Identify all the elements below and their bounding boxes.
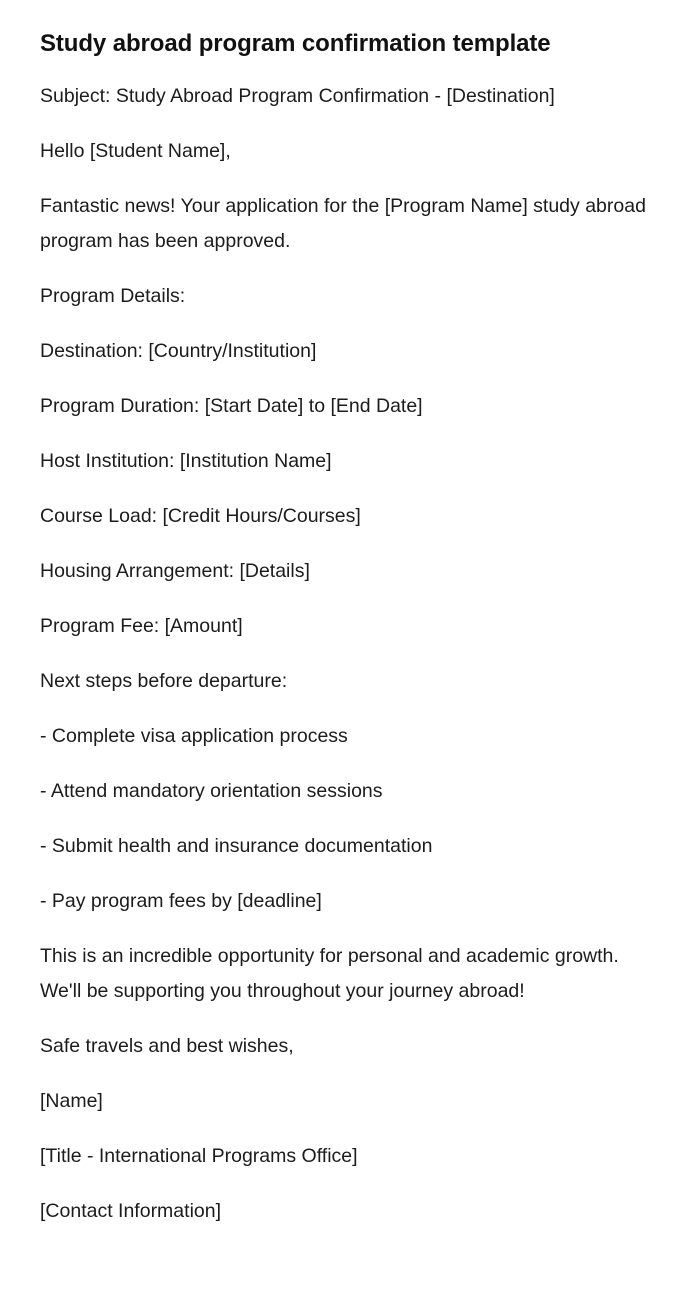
- signature-contact: [Contact Information]: [40, 1200, 222, 1223]
- subject-line: Subject: Study Abroad Program Confirmation - [Destination]: [40, 85, 555, 108]
- next-steps-heading: Next steps before departure:: [40, 670, 288, 693]
- page-title: Study abroad program confirmation template: [40, 30, 551, 57]
- intro-paragraph: Fantastic news! Your application for the [Program Name] study abroad program has been approved.: [40, 195, 646, 253]
- detail-destination: Destination: [Country/Institution]: [40, 340, 317, 363]
- closing-paragraph: This is an incredible opportunity for personal and academic growth. We'll be supporting you throughout your journey abroad!: [40, 945, 619, 1003]
- detail-housing-arrangement: Housing Arrangement: [Details]: [40, 560, 310, 583]
- next-step-item: - Pay program fees by [deadline]: [40, 890, 322, 913]
- detail-program-fee: Program Fee: [Amount]: [40, 615, 243, 638]
- program-details-heading: Program Details:: [40, 285, 186, 308]
- greeting-line: Hello [Student Name],: [40, 140, 231, 163]
- detail-host-institution: Host Institution: [Institution Name]: [40, 450, 332, 473]
- sign-off-line: Safe travels and best wishes,: [40, 1035, 294, 1058]
- next-step-item: - Complete visa application process: [40, 725, 348, 748]
- next-step-item: - Submit health and insurance documentation: [40, 835, 433, 858]
- detail-program-duration: Program Duration: [Start Date] to [End Date]: [40, 395, 423, 418]
- detail-course-load: Course Load: [Credit Hours/Courses]: [40, 505, 361, 528]
- signature-name: [Name]: [40, 1090, 103, 1113]
- next-step-item: - Attend mandatory orientation sessions: [40, 780, 383, 803]
- signature-title: [Title - International Programs Office]: [40, 1145, 358, 1168]
